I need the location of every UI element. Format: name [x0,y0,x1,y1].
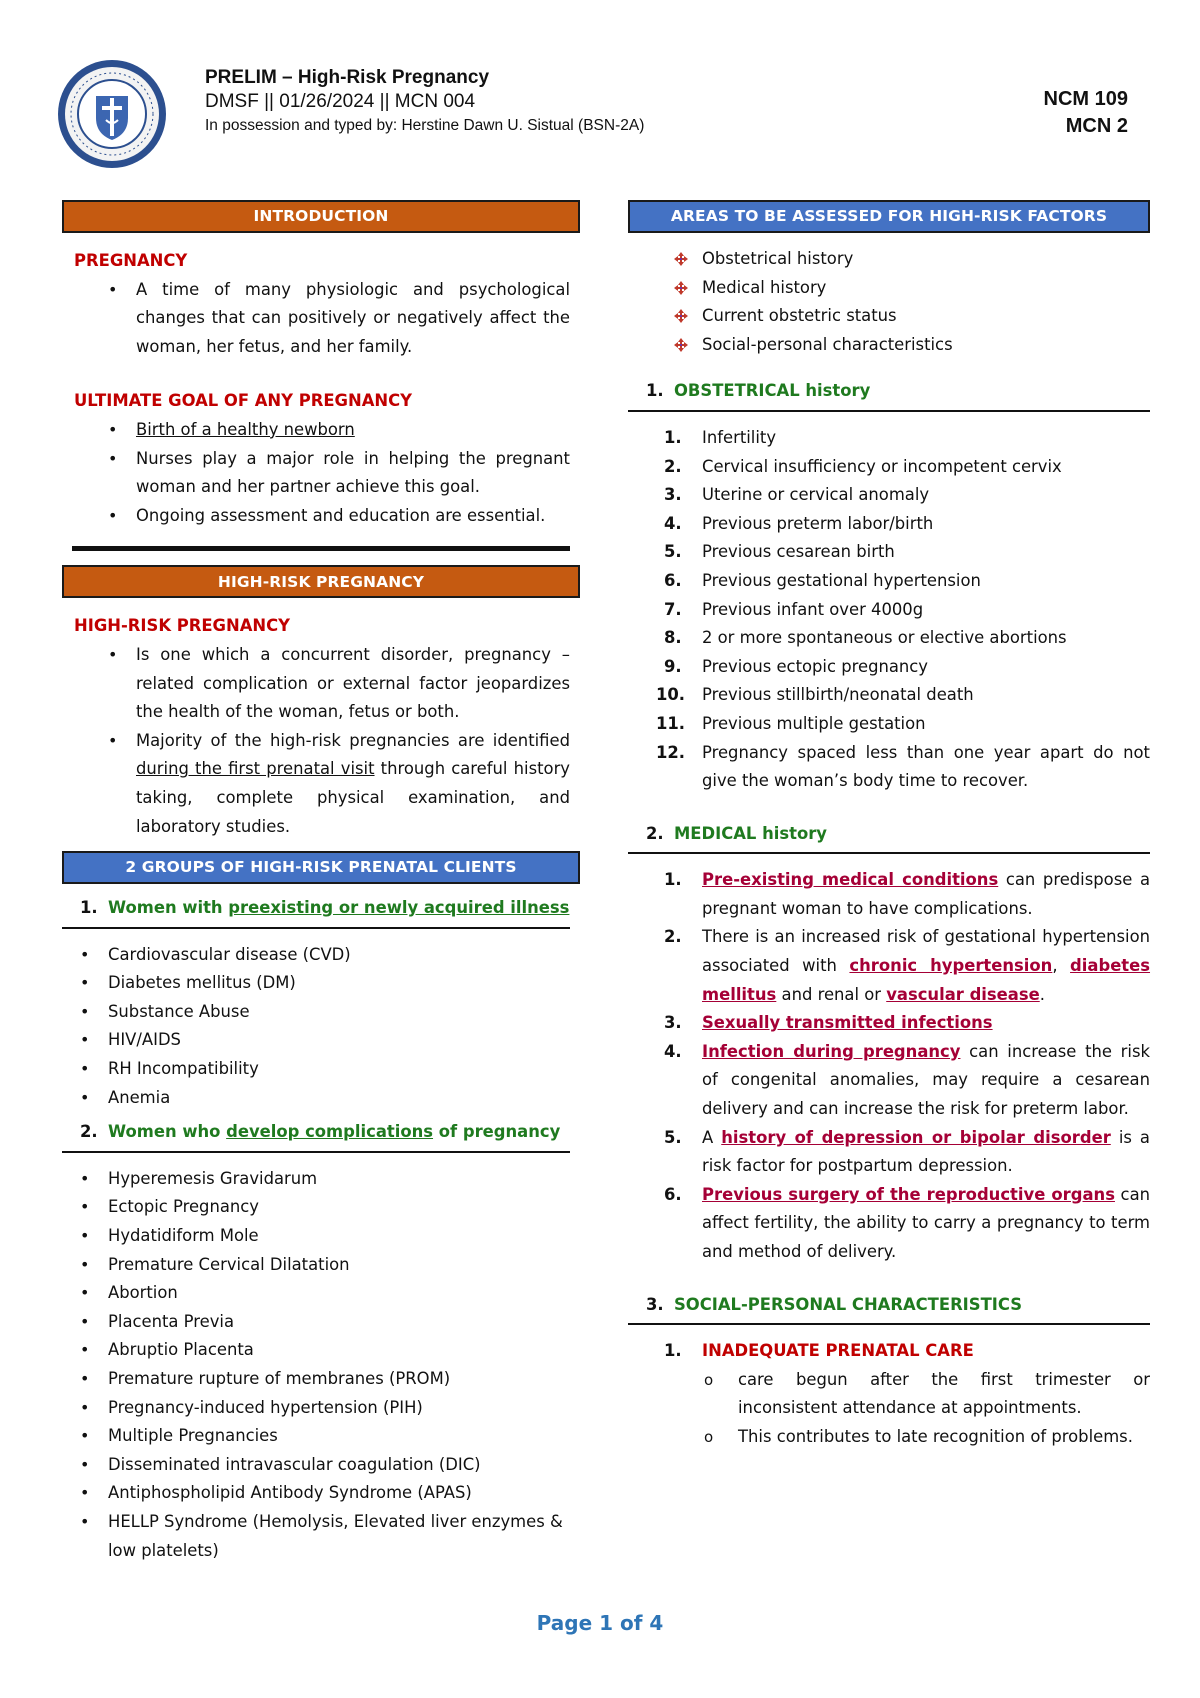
list-item: • Nurses play a major role in helping the pregnant woman and her partner achieve this goal. [62,445,570,502]
four-way-arrow-icon [674,281,688,295]
four-way-arrow-icon [674,338,688,352]
pregnancy-list [62,276,580,362]
document-title: PRELIM – High-Risk Pregnancy [205,67,490,88]
list-item: • Abruptio Placenta [62,1336,570,1365]
list-item: • Multiple Pregnancies [62,1422,570,1451]
group1-heading: 1. Women with preexisting or newly acquired illness [62,894,570,929]
list-item: • Substance Abuse [62,998,580,1027]
four-way-arrow-icon [674,252,688,266]
social-sublist [628,1366,1150,1452]
four-way-arrow-icon [674,309,688,323]
list-item: • A time of many physiologic and psychological changes that can positively or negatively affect the woman, her fetus, and her family. [62,276,570,362]
obstetrical-list [628,424,1150,796]
list-item: 10. Previous stillbirth/neonatal death [656,685,974,705]
list-item: 2. There is an increased risk of gestational hypertension associated with chronic hypertension, diabetes mellitus and renal or vascular disease. [664,927,1151,1004]
author-line: In possession and typed by: Herstine Dawn U. Sistual (BSN-2A) [205,117,645,134]
list-item: • Antiphospholipid Antibody Syndrome (APAS) [62,1479,570,1508]
list-item: 1. INADEQUATE PRENATAL CARE [664,1341,974,1361]
list-item: • Ectopic Pregnancy [62,1193,570,1222]
goal-list [62,416,580,530]
school-seal-logo [56,58,168,170]
group2-list [62,1165,580,1565]
list-item: • Disseminated intravascular coagulation (DIC) [62,1451,570,1480]
list-item: 7. Previous infant over 4000g [664,599,924,619]
list-item: 9. Previous ectopic pregnancy [664,656,929,676]
list-item: 5. A history of depression or bipolar disorder is a risk factor for postpartum depression. [664,1127,1150,1176]
high-risk-label: HIGH-RISK PREGNANCY [74,616,291,636]
list-item: 2. Cervical insufficiency or incompetent cervix [664,456,1062,476]
list-item: • Is one which a concurrent disorder, pregnancy – related complication or external factor jeopardizes the health of the woman, fetus or both. [62,641,570,727]
goal-label: ULTIMATE GOAL OF ANY PREGNANCY [74,391,413,411]
list-item: • Diabetes mellitus (DM) [62,969,580,998]
social-heading: 3. SOCIAL-PERSONAL CHARACTERISTICS [628,1291,1150,1326]
list-item: o This contributes to late recognition of problems. [628,1423,1150,1452]
document-subtitle: DMSF || 01/26/2024 || MCN 004 [205,91,476,112]
list-item: • RH Incompatibility [62,1055,580,1084]
list-item: 12. Pregnancy spaced less than one year apart do not give the woman’s body time to recover. [656,742,1150,791]
left-column [62,200,580,1565]
medical-list [628,866,1150,1266]
areas-bar: AREAS TO BE ASSESSED FOR HIGH-RISK FACTORS [628,200,1150,233]
list-item: 1. Pre-existing medical conditions can predispose a pregnant woman to have complications. [664,870,1150,918]
list-item: • Majority of the high-risk pregnancies are identified during the first prenatal visit through careful history taking, complete physical examination, and laboratory studies. [62,727,570,841]
list-item: • Ongoing assessment and education are essential. [62,502,570,531]
list-item: 4. Infection during pregnancy can increase the risk of congenital anomalies, may require a cesarean delivery and can increase the risk for preterm labor. [664,1041,1150,1119]
social-list [628,1337,1150,1366]
list-item: 3. Sexually transmitted infections [664,1013,993,1033]
list-item: 4. Previous preterm labor/birth [664,513,934,533]
course-info [1044,86,1128,140]
list-item: Obstetrical history [628,245,1150,274]
list-item: 5. Previous cesarean birth [664,542,895,562]
high-risk-list [62,641,580,841]
list-item: o care begun after the first trimester or inconsistent attendance at appointments. [628,1366,1150,1423]
list-item: 11. Previous multiple gestation [656,713,926,733]
group2-heading: 2. Women who develop complications of pregnancy [62,1118,570,1153]
groups-bar: 2 GROUPS OF HIGH-RISK PRENATAL CLIENTS [62,851,580,884]
course-code: NCM 109 [1043,88,1128,110]
medical-heading: 2. MEDICAL history [628,820,1150,855]
document-header [205,66,644,136]
list-item: 6. Previous gestational hypertension [664,570,981,590]
list-item: 8. 2 or more spontaneous or elective abortions [664,628,1067,648]
course-name: MCN 2 [1065,115,1128,137]
list-item: Current obstetric status [628,302,1150,331]
list-item: • Abortion [62,1279,570,1308]
list-item: • Cardiovascular disease (CVD) [62,941,580,970]
section-divider [72,546,570,551]
list-item: • Pregnancy-induced hypertension (PIH) [62,1394,570,1423]
page-number: Page 1 of 4 [536,1611,664,1635]
list-item: Medical history [628,274,1150,303]
list-item: • Birth of a healthy newborn [62,416,570,445]
high-risk-pregnancy-bar: HIGH-RISK PREGNANCY [62,565,580,598]
right-column [628,200,1150,1452]
list-item: • Anemia [62,1084,580,1113]
list-item: 6. Previous surgery of the reproductive organs can affect fertility, the ability to carry a pregnancy to term and method of delivery. [664,1184,1150,1261]
pregnancy-label: PREGNANCY [74,251,188,270]
list-item: • Premature rupture of membranes (PROM) [62,1365,570,1394]
list-item: • Hyperemesis Gravidarum [62,1165,570,1194]
list-item: • Hydatidiform Mole [62,1222,570,1251]
list-item: • HELLP Syndrome (Hemolysis, Elevated liver enzymes & low platelets) [62,1508,570,1565]
list-item: Social-personal characteristics [628,331,1150,360]
list-item: 1. Infertility [664,427,777,447]
areas-list [628,245,1150,359]
list-item: • HIV/AIDS [62,1026,580,1055]
obstetrical-heading: 1. OBSTETRICAL history [628,377,1150,412]
list-item: • Placenta Previa [62,1308,570,1337]
introduction-bar: INTRODUCTION [62,200,580,233]
list-item: • Premature Cervical Dilatation [62,1251,570,1280]
group1-list [62,941,580,1113]
list-item: 3. Uterine or cervical anomaly [664,485,930,505]
